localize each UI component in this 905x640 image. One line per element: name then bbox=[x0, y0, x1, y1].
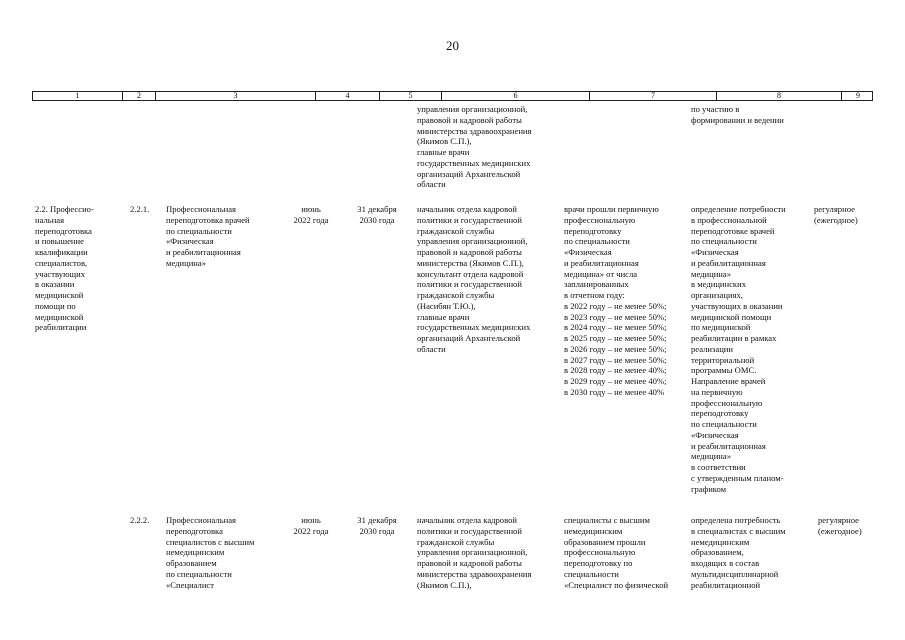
header-col-1: 1 bbox=[75, 91, 80, 100]
row-2-2-2-responsible: начальник отдела кадровой политики и государственной гражданской службы управления организационной, правовой и кадровой работы министерства здравоохранения (Якимов С.П.), bbox=[417, 515, 532, 590]
row-2-2-2-number: 2.2.2. bbox=[130, 515, 150, 525]
row-2-2-2-indicator: специалисты с высшим немедицинским образованием прошли профессиональную переподготовку по специальности «Специалист по физической bbox=[564, 515, 669, 590]
continued-responsible-cell: управления организационной, правовой и кадровой работы министерства здравоохранения (Якимов С.П.), главные врачи государственных медицинских организаций Архангельской области bbox=[417, 104, 532, 190]
table-header-row bbox=[32, 91, 873, 101]
row-2-2-2-start-date: июнь 2022 года bbox=[293, 515, 329, 536]
row-2-2-2-measure: Профессиональная переподготовка специалистов с высшим немедицинским образованием по специальности «Специалист bbox=[166, 515, 255, 590]
row-2-2-1-end-date: 31 декабря 2030 года bbox=[357, 204, 397, 225]
header-col-7: 7 bbox=[589, 92, 716, 100]
header-col-3: 3 bbox=[155, 92, 315, 100]
task-2-2-cell: 2.2. Профессио- нальная переподготовка и повышение квалификации специалистов, участвующих в оказании медицинской помощи по медицинской реабилитации bbox=[35, 204, 94, 333]
row-2-2-2-result: определена потребность в специалистах с высшим немедицинским образованием, входящих в состав мультидисциплинарной реабилитационной bbox=[691, 515, 786, 590]
header-col-2: 2 bbox=[122, 92, 155, 100]
row-2-2-2-frequency: регулярное (ежегодное) bbox=[818, 515, 862, 536]
row-2-2-1-result: определение потребности в профессиональной переподготовке врачей по специальности «Физическая и реабилитационная медицина» в медицинских организациях, участвующих в оказании медицинской помощи по медицинской реабилитации в рамках реализации территориальной программы ОМС. Направление врачей на первичную профессиональную переподготовку по специальности «Физическая и реабилитационная медицина» в соответствии с утвержденным планом- графиком bbox=[691, 204, 786, 494]
page-number: 20 bbox=[446, 38, 459, 53]
header-col-8: 8 bbox=[716, 92, 841, 100]
row-2-2-2-end-date: 31 декабря 2030 года bbox=[357, 515, 397, 536]
header-col-6: 6 bbox=[441, 92, 589, 100]
row-2-2-1-number: 2.2.1. bbox=[130, 204, 150, 214]
row-2-2-1-indicator: врачи прошли первичную профессиональную переподготовку по специальности «Физическая и реабилитационная медицина» от числа запланированных в отчетном году: в 2022 году – не менее 50%; в 2023 году – не менее 50%; в 2024 году – не менее 50%; в 2025 году – не менее 50%; в 2026 году – не менее 50%; в 2027 году – не менее 50%; в 2028 году – не менее 40%; в 2029 году – не менее 40%; в 2030 году – не менее 40% bbox=[564, 204, 667, 397]
header-col-4: 4 bbox=[315, 92, 379, 100]
header-col-9: 9 bbox=[841, 92, 874, 100]
row-2-2-1-measure: Профессиональная переподготовка врачей по специальности «Физическая и реабилитационная медицина» bbox=[166, 204, 250, 268]
header-col-5: 5 bbox=[379, 92, 441, 100]
continued-result-cell: по участию в формировании и ведении bbox=[691, 104, 784, 125]
row-2-2-1-frequency: регулярное (ежегодное) bbox=[814, 204, 858, 225]
row-2-2-1-responsible: начальник отдела кадровой политики и государственной гражданской службы управления организационной, правовой и кадровой работы министерства (Якимов С.П.), консультант отдела кадровой политики и государственной гражданской службы (Насибян Т.Ю.), главные врачи государственных медицинских организаций Архангельской области bbox=[417, 204, 531, 354]
row-2-2-1-start-date: июнь 2022 года bbox=[293, 204, 329, 225]
